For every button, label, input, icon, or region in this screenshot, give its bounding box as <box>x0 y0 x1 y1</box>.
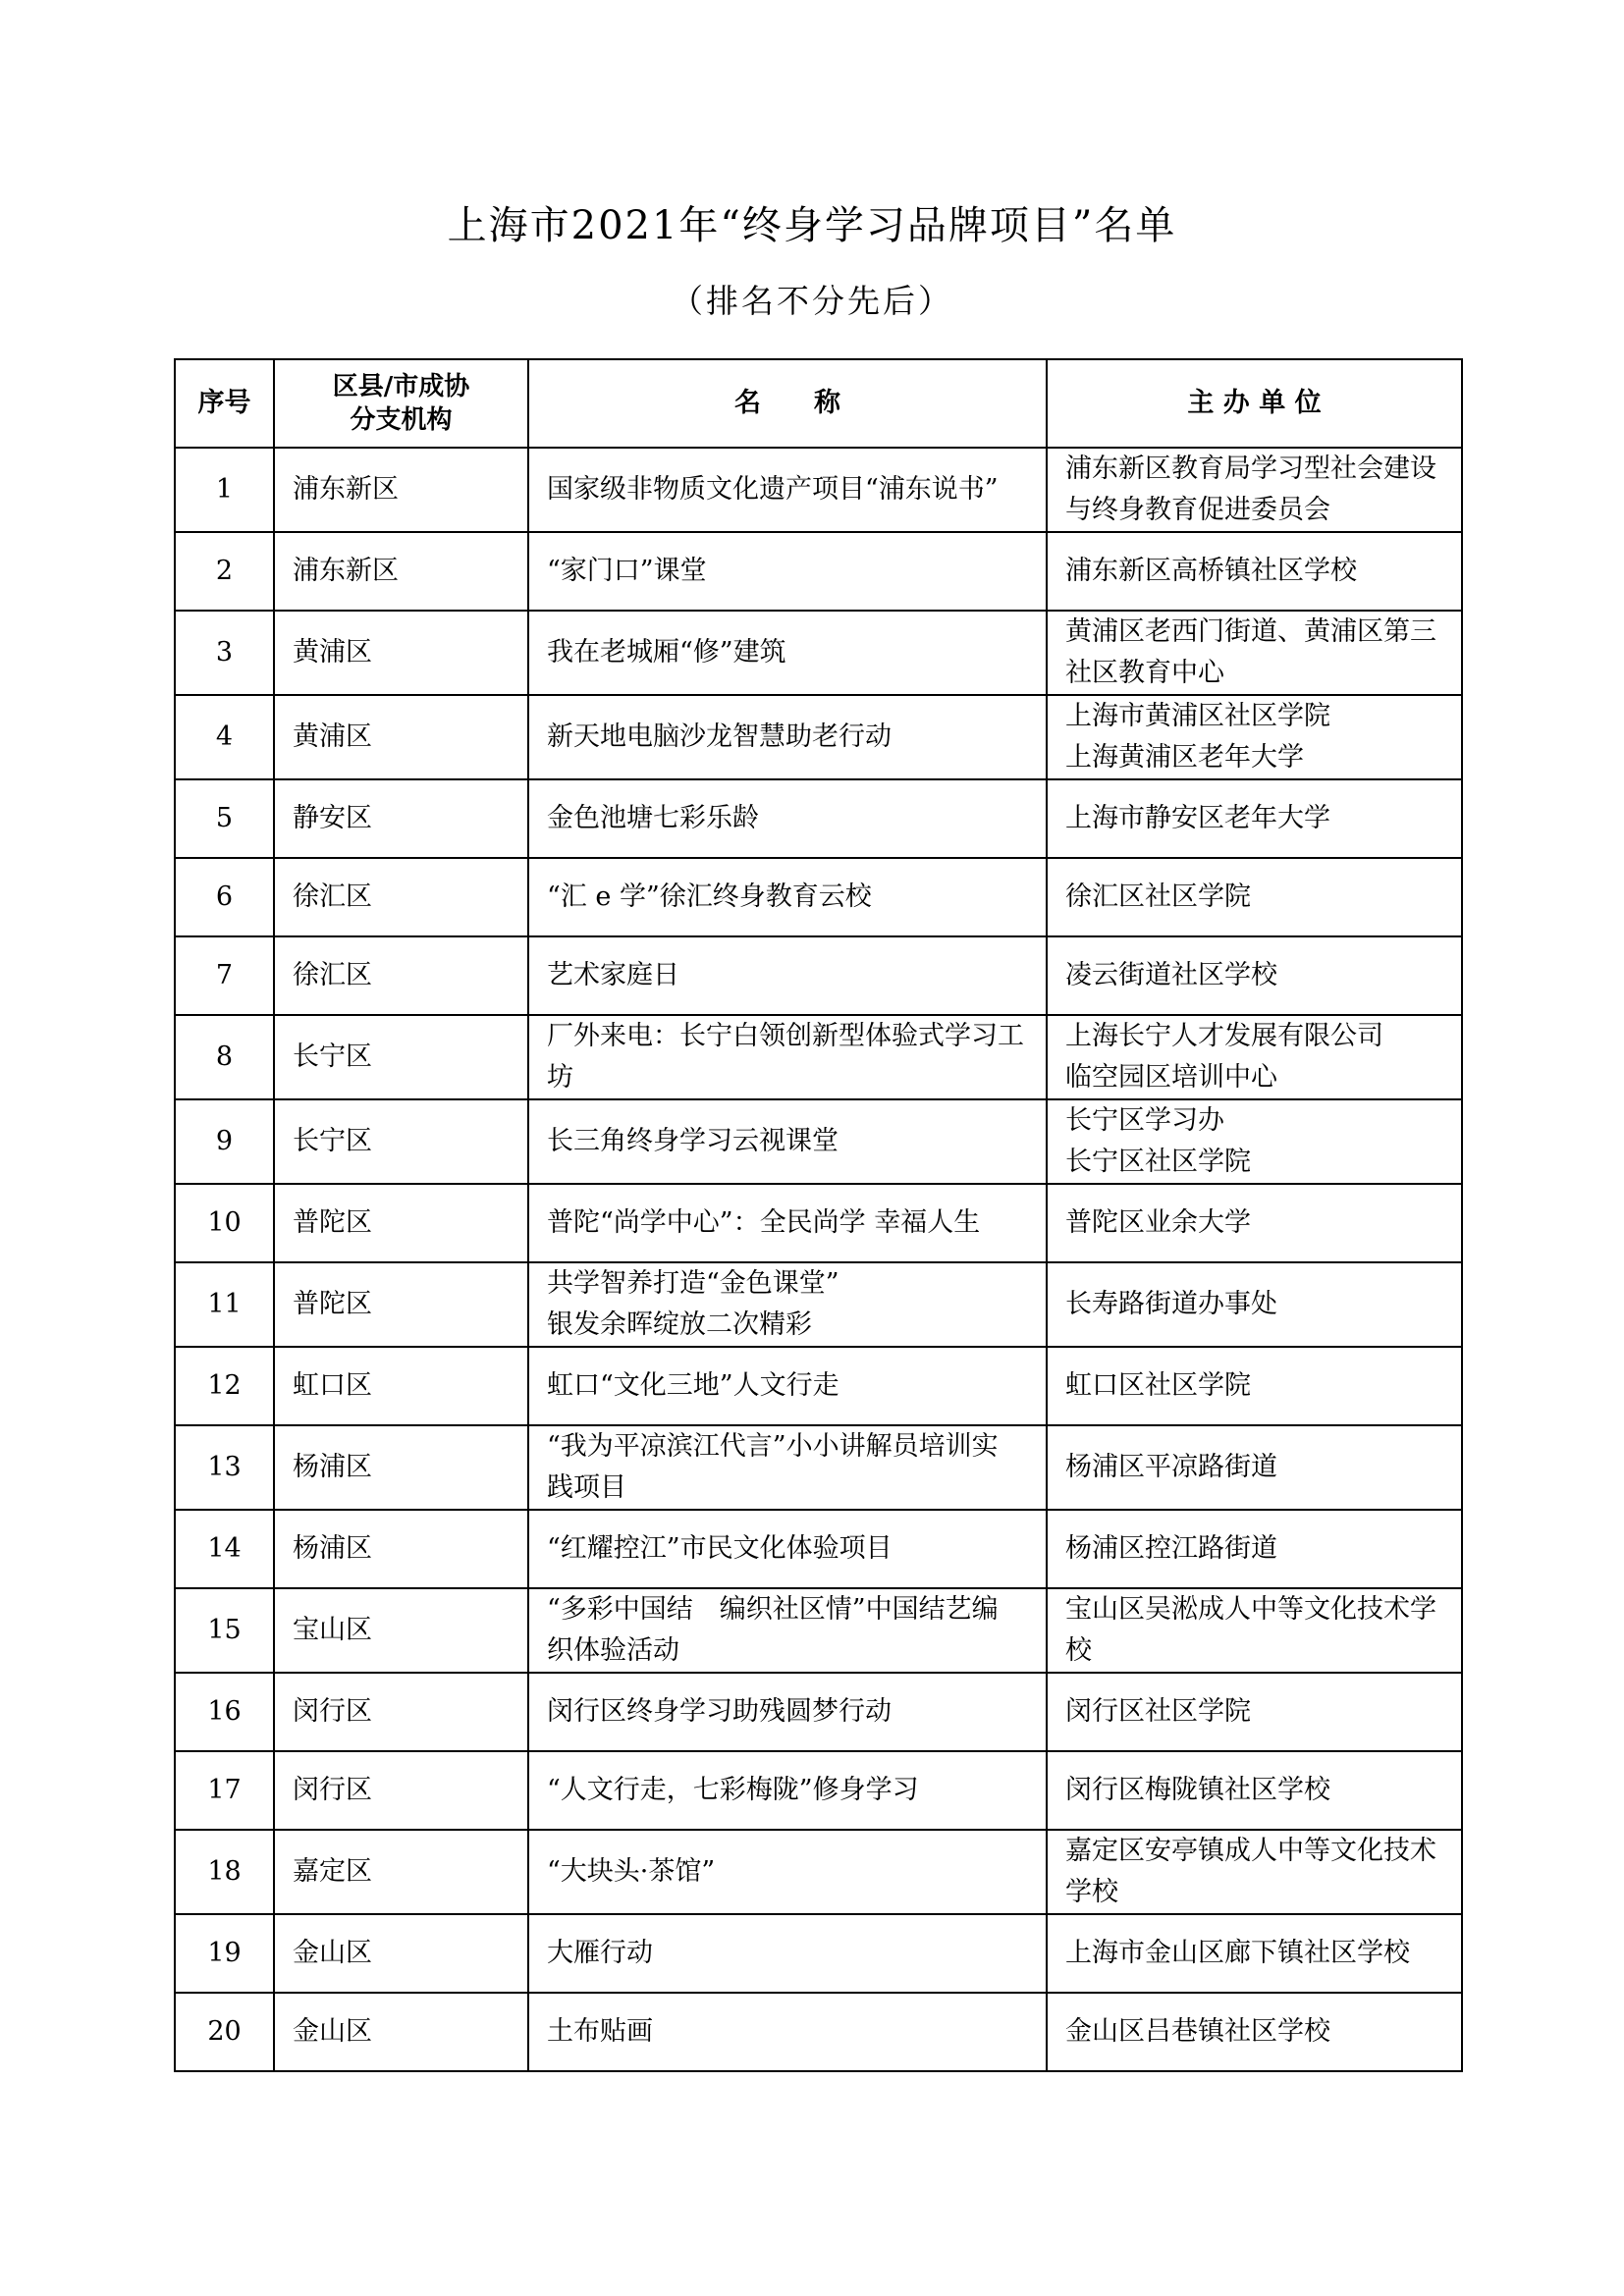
project-name-line: 金色池塘七彩乐龄 <box>547 803 759 833</box>
row-district: 闵行区 <box>274 1673 528 1751</box>
project-name-line: 践项目 <box>547 1472 626 1503</box>
project-name-line: “大块头·茶馆” <box>547 1856 716 1887</box>
project-name-line: 坊 <box>547 1062 573 1093</box>
row-project-name <box>528 779 1047 858</box>
organizer-line: 长宁区学习办 <box>1065 1105 1224 1136</box>
row-index: 19 <box>175 1914 274 1993</box>
header-organizer <box>1047 359 1462 448</box>
project-name-line: 银发余晖绽放二次精彩 <box>547 1309 812 1340</box>
table-row <box>175 448 1462 532</box>
row-organizer <box>1047 858 1462 936</box>
row-project-name <box>528 1015 1047 1099</box>
project-name-line: “多彩中国结 编织社区情”中国结艺编 <box>547 1594 999 1625</box>
row-organizer <box>1047 1751 1462 1830</box>
organizer-line: 宝山区吴淞成人中等文化技术学 <box>1065 1594 1436 1625</box>
organizer-line: 浦东新区教育局学习型社会建设 <box>1065 454 1436 484</box>
row-index: 8 <box>175 1015 274 1099</box>
row-project-name <box>528 1099 1047 1184</box>
organizer-line: 临空园区培训中心 <box>1065 1062 1277 1093</box>
row-index: 16 <box>175 1673 274 1751</box>
project-name-line: “家门口”课堂 <box>547 556 707 586</box>
row-project-name <box>528 1425 1047 1510</box>
row-project-name <box>528 611 1047 695</box>
row-district: 闵行区 <box>274 1751 528 1830</box>
project-name-line: 新天地电脑沙龙智慧助老行动 <box>547 721 892 752</box>
row-organizer <box>1047 1347 1462 1425</box>
row-district: 普陀区 <box>274 1262 528 1347</box>
row-project-name <box>528 1830 1047 1914</box>
row-index: 17 <box>175 1751 274 1830</box>
table-row <box>175 695 1462 779</box>
row-project-name <box>528 1751 1047 1830</box>
row-index: 10 <box>175 1184 274 1262</box>
organizer-line: 与终身教育促进委员会 <box>1065 495 1330 525</box>
row-organizer <box>1047 1914 1462 1993</box>
project-name-line: 大雁行动 <box>547 1938 653 1968</box>
organizer-line: 上海长宁人才发展有限公司 <box>1065 1021 1383 1051</box>
header-name-label: 名 称 <box>734 388 840 418</box>
table-row <box>175 1993 1462 2071</box>
row-organizer <box>1047 448 1462 532</box>
project-name-line: 土布贴画 <box>547 2016 653 2047</box>
table-row <box>175 611 1462 695</box>
organizer-line: 浦东新区高桥镇社区学校 <box>1065 556 1357 586</box>
table-row <box>175 936 1462 1015</box>
row-index: 15 <box>175 1588 274 1673</box>
row-organizer <box>1047 1830 1462 1914</box>
project-name-line: 长三角终身学习云视课堂 <box>547 1126 839 1156</box>
row-district: 杨浦区 <box>274 1510 528 1588</box>
project-list-table <box>174 358 1463 2072</box>
row-project-name <box>528 1347 1047 1425</box>
page-subtitle: （排名不分先后） <box>671 282 953 320</box>
row-index: 14 <box>175 1510 274 1588</box>
table-row <box>175 1673 1462 1751</box>
row-project-name <box>528 1184 1047 1262</box>
row-index: 12 <box>175 1347 274 1425</box>
row-index: 2 <box>175 532 274 611</box>
row-district: 浦东新区 <box>274 448 528 532</box>
row-index: 11 <box>175 1262 274 1347</box>
table-row <box>175 1914 1462 1993</box>
row-organizer <box>1047 1588 1462 1673</box>
project-name-line: 共学智养打造“金色课堂” <box>547 1268 839 1299</box>
table-header-row <box>175 359 1462 448</box>
project-name-line: 艺术家庭日 <box>547 960 679 990</box>
row-project-name <box>528 1510 1047 1588</box>
page-title: 上海市2021年“终身学习品牌项目”名单 <box>447 203 1177 248</box>
organizer-line: 上海市黄浦区社区学院 <box>1065 701 1330 731</box>
organizer-line: 凌云街道社区学校 <box>1065 960 1277 990</box>
row-project-name <box>528 1588 1047 1673</box>
row-organizer <box>1047 1673 1462 1751</box>
row-district: 虹口区 <box>274 1347 528 1425</box>
header-index: 序号 <box>175 359 274 448</box>
row-project-name <box>528 448 1047 532</box>
project-name-line: 厂外来电：长宁白领创新型体验式学习工 <box>547 1021 1024 1051</box>
row-index: 7 <box>175 936 274 1015</box>
row-district: 金山区 <box>274 1993 528 2071</box>
table-row <box>175 1015 1462 1099</box>
row-project-name <box>528 1914 1047 1993</box>
row-organizer <box>1047 936 1462 1015</box>
row-district: 杨浦区 <box>274 1425 528 1510</box>
row-index: 5 <box>175 779 274 858</box>
table-body <box>175 448 1462 2071</box>
organizer-line: 嘉定区安亭镇成人中等文化技术 <box>1065 1836 1436 1866</box>
project-name-line: 普陀“尚学中心”：全民尚学 幸福人生 <box>547 1207 981 1238</box>
row-district: 徐汇区 <box>274 936 528 1015</box>
project-name-line: “汇 e 学”徐汇终身教育云校 <box>547 881 872 912</box>
organizer-line: 闵行区社区学院 <box>1065 1696 1251 1727</box>
table-row <box>175 1425 1462 1510</box>
row-project-name <box>528 532 1047 611</box>
row-district: 静安区 <box>274 779 528 858</box>
project-name-line: “红耀控江”市民文化体验项目 <box>547 1533 893 1564</box>
row-organizer <box>1047 1184 1462 1262</box>
organizer-line: 上海市静安区老年大学 <box>1065 803 1330 833</box>
row-district: 嘉定区 <box>274 1830 528 1914</box>
row-organizer <box>1047 1099 1462 1184</box>
organizer-line: 社区教育中心 <box>1065 658 1224 688</box>
table-row <box>175 1262 1462 1347</box>
table-row <box>175 1510 1462 1588</box>
organizer-line: 普陀区业余大学 <box>1065 1207 1251 1238</box>
row-project-name <box>528 1673 1047 1751</box>
row-district: 黄浦区 <box>274 695 528 779</box>
row-organizer <box>1047 1262 1462 1347</box>
row-organizer <box>1047 1425 1462 1510</box>
row-project-name <box>528 1993 1047 2071</box>
organizer-line: 闵行区梅陇镇社区学校 <box>1065 1775 1330 1805</box>
row-organizer <box>1047 1015 1462 1099</box>
project-name-line: 织体验活动 <box>547 1635 679 1666</box>
project-name-line: 虹口“文化三地”人文行走 <box>547 1370 839 1401</box>
row-organizer <box>1047 779 1462 858</box>
row-project-name <box>528 858 1047 936</box>
project-name-line: “人文行走，七彩梅陇”修身学习 <box>547 1775 919 1805</box>
row-district: 长宁区 <box>274 1099 528 1184</box>
table-row <box>175 858 1462 936</box>
row-district: 黄浦区 <box>274 611 528 695</box>
row-organizer <box>1047 695 1462 779</box>
header-organizer-label: 主 办 单 位 <box>1187 388 1322 418</box>
organizer-line: 上海黄浦区老年大学 <box>1065 742 1304 773</box>
table-row <box>175 1588 1462 1673</box>
row-district: 徐汇区 <box>274 858 528 936</box>
project-name-line: 国家级非物质文化遗产项目“浦东说书” <box>547 474 999 505</box>
header-district-line2: 分支机构 <box>350 405 453 435</box>
organizer-line: 长宁区社区学院 <box>1065 1147 1251 1177</box>
row-organizer <box>1047 532 1462 611</box>
organizer-line: 杨浦区平凉路街道 <box>1065 1452 1277 1482</box>
row-project-name <box>528 936 1047 1015</box>
row-project-name <box>528 695 1047 779</box>
row-district: 普陀区 <box>274 1184 528 1262</box>
row-index: 6 <box>175 858 274 936</box>
row-index: 20 <box>175 1993 274 2071</box>
row-index: 13 <box>175 1425 274 1510</box>
table-row <box>175 1751 1462 1830</box>
organizer-line: 校 <box>1065 1635 1092 1666</box>
project-name-line: “我为平凉滨江代言”小小讲解员培训实 <box>547 1431 999 1462</box>
table-row <box>175 779 1462 858</box>
row-organizer <box>1047 1993 1462 2071</box>
organizer-line: 上海市金山区廊下镇社区学校 <box>1065 1938 1410 1968</box>
row-organizer <box>1047 611 1462 695</box>
table-row <box>175 1184 1462 1262</box>
header-name <box>528 359 1047 448</box>
header-district-line1: 区县/市成协 <box>332 372 470 401</box>
table-row <box>175 532 1462 611</box>
row-district: 宝山区 <box>274 1588 528 1673</box>
header-district <box>274 359 528 448</box>
row-index: 3 <box>175 611 274 695</box>
organizer-line: 金山区吕巷镇社区学校 <box>1065 2016 1330 2047</box>
organizer-line: 杨浦区控江路街道 <box>1065 1533 1277 1564</box>
table-row <box>175 1830 1462 1914</box>
row-district: 浦东新区 <box>274 532 528 611</box>
row-index: 4 <box>175 695 274 779</box>
organizer-line: 虹口区社区学院 <box>1065 1370 1251 1401</box>
row-district: 金山区 <box>274 1914 528 1993</box>
row-index: 9 <box>175 1099 274 1184</box>
row-district: 长宁区 <box>274 1015 528 1099</box>
row-index: 18 <box>175 1830 274 1914</box>
organizer-line: 黄浦区老西门街道、黄浦区第三 <box>1065 616 1436 647</box>
project-name-line: 我在老城厢“修”建筑 <box>547 637 786 667</box>
organizer-line: 长寿路街道办事处 <box>1065 1289 1277 1319</box>
table-row <box>175 1347 1462 1425</box>
organizer-line: 徐汇区社区学院 <box>1065 881 1251 912</box>
row-organizer <box>1047 1510 1462 1588</box>
organizer-line: 学校 <box>1065 1877 1118 1907</box>
row-index: 1 <box>175 448 274 532</box>
row-project-name <box>528 1262 1047 1347</box>
table-row <box>175 1099 1462 1184</box>
project-name-line: 闵行区终身学习助残圆梦行动 <box>547 1696 892 1727</box>
